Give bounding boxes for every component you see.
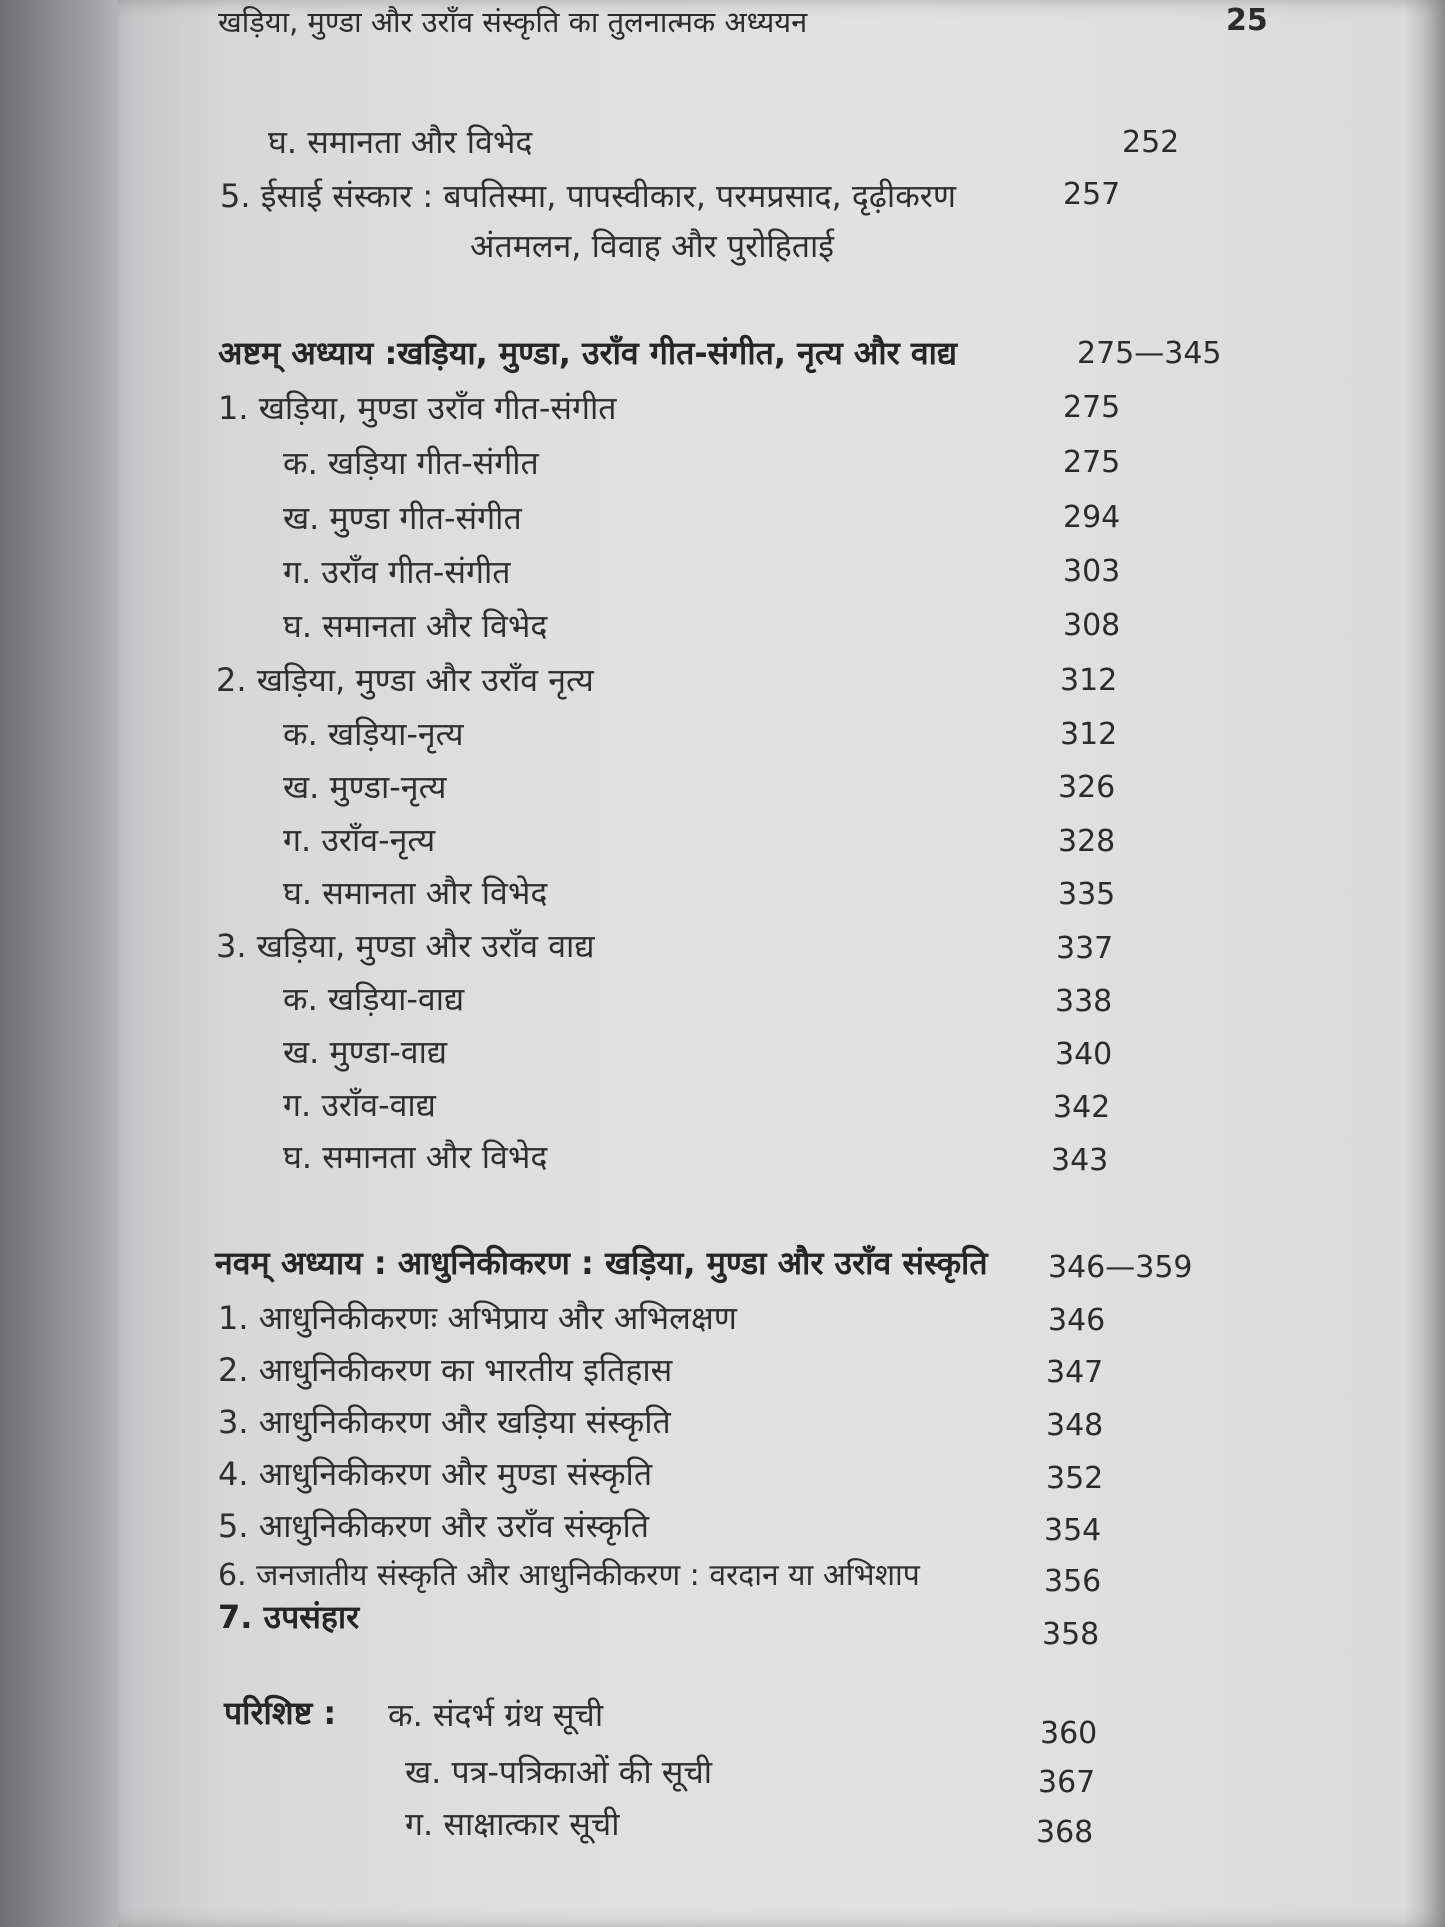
toc-entry-page: 275 bbox=[1063, 445, 1121, 480]
toc-entry-page: 346 bbox=[1048, 1303, 1106, 1338]
toc-entry-page: 294 bbox=[1063, 500, 1121, 535]
toc-entry-label: ग. उराँव-वाद्य bbox=[283, 1086, 436, 1124]
page-number: 25 bbox=[1226, 3, 1268, 38]
toc-entry-page: 343 bbox=[1051, 1143, 1109, 1178]
toc-entry-label: 2. खड़िया, मुण्डा और उराँव नृत्य bbox=[216, 661, 594, 699]
toc-entry-page: 338 bbox=[1055, 984, 1113, 1019]
toc-entry-page: 252 bbox=[1122, 125, 1180, 160]
toc-entry-page: 367 bbox=[1038, 1765, 1096, 1800]
toc-entry-page: 335 bbox=[1058, 877, 1116, 912]
toc-entry-label: 6. जनजातीय संस्कृति और आधुनिकीकरण : वरदान या अभिशाप bbox=[218, 1558, 920, 1593]
toc-entry-label: ख. मुण्डा गीत-संगीत bbox=[283, 499, 522, 537]
toc-entry-label: ख. मुण्डा-नृत्य bbox=[283, 768, 447, 806]
book-spine-shadow bbox=[0, 0, 125, 1927]
toc-entry-label: घ. समानता और विभेद bbox=[268, 123, 533, 161]
toc-entry-label: घ. समानता और विभेद bbox=[283, 1138, 548, 1176]
toc-entry-label: 5. आधुनिकीकरण और उराँव संस्कृति bbox=[218, 1507, 650, 1545]
toc-entry-label: 1. आधुनिकीकरणः अभिप्राय और अभिलक्षण bbox=[218, 1299, 737, 1337]
toc-entry-page: 368 bbox=[1036, 1815, 1094, 1850]
toc-entry-label: ग. उराँव गीत-संगीत bbox=[283, 553, 511, 591]
toc-entry-page: 340 bbox=[1055, 1037, 1113, 1072]
toc-entry-page: 257 bbox=[1063, 177, 1121, 212]
toc-entry-page: 342 bbox=[1053, 1090, 1111, 1125]
toc-entry-label: 2. आधुनिकीकरण का भारतीय इतिहास bbox=[218, 1351, 673, 1389]
toc-entry-label: क. खड़िया-वाद्य bbox=[283, 980, 465, 1018]
chapter-page-range: 275—345 bbox=[1077, 336, 1222, 371]
toc-entry-page: 352 bbox=[1046, 1461, 1104, 1496]
toc-entry-label: घ. समानता और विभेद bbox=[283, 874, 548, 912]
toc-entry-label: क. खड़िया-नृत्य bbox=[283, 715, 464, 753]
toc-entry-label: क. संदर्भ ग्रंथ सूची bbox=[388, 1696, 604, 1734]
toc-entry-page: 337 bbox=[1056, 931, 1114, 966]
toc-entry-label: 5. ईसाई संस्कार : बपतिस्मा, पापस्वीकार, परमप्रसाद, दृढ़ीकरण bbox=[220, 177, 956, 215]
running-title: खड़िया, मुण्डा और उराँव संस्कृति का तुलनात्मक अध्ययन bbox=[218, 5, 808, 39]
toc-entry-page: 347 bbox=[1046, 1355, 1104, 1390]
toc-entry-page: 328 bbox=[1058, 824, 1116, 859]
toc-entry-label: घ. समानता और विभेद bbox=[283, 607, 548, 645]
toc-entry-label: 1. खड़िया, मुण्डा उराँव गीत-संगीत bbox=[218, 389, 617, 427]
toc-entry-page: 354 bbox=[1044, 1513, 1102, 1548]
toc-entry-page: 356 bbox=[1044, 1564, 1102, 1599]
chapter-heading: नवम् अध्याय : आधुनिकीकरण : खड़िया, मुण्डा और उराँव संस्कृति bbox=[215, 1244, 988, 1282]
toc-entry-continuation: अंतमलन, विवाह और पुरोहिताई bbox=[470, 227, 835, 265]
toc-entry-page: 348 bbox=[1046, 1408, 1104, 1443]
chapter-heading: अष्टम् अध्याय :खड़िया, मुण्डा, उराँव गीत-संगीत, नृत्य और वाद्य bbox=[218, 334, 958, 372]
toc-entry-page: 308 bbox=[1063, 608, 1121, 643]
toc-entry-page: 275 bbox=[1063, 390, 1121, 425]
toc-entry-label: क. खड़िया गीत-संगीत bbox=[283, 444, 539, 482]
toc-entry-label: 4. आधुनिकीकरण और मुण्डा संस्कृति bbox=[218, 1455, 653, 1493]
toc-entry-page: 312 bbox=[1060, 663, 1118, 698]
chapter-page-range: 346—359 bbox=[1048, 1250, 1193, 1285]
toc-entry-page: 303 bbox=[1063, 554, 1121, 589]
page-edge-shadow bbox=[1405, 0, 1445, 1927]
appendix-heading: परिशिष्ट : bbox=[224, 1694, 337, 1732]
toc-entry-label: 7. उपसंहार bbox=[218, 1598, 360, 1636]
toc-entry-page: 326 bbox=[1058, 770, 1116, 805]
toc-entry-label: ख. मुण्डा-वाद्य bbox=[283, 1033, 448, 1071]
toc-entry-page: 360 bbox=[1040, 1716, 1098, 1751]
toc-entry-label: ग. उराँव-नृत्य bbox=[283, 821, 436, 859]
toc-entry-label: ख. पत्र-पत्रिकाओं की सूची bbox=[405, 1753, 713, 1791]
toc-entry-label: ग. साक्षात्कार सूची bbox=[405, 1805, 620, 1843]
toc-entry-page: 358 bbox=[1042, 1617, 1100, 1652]
toc-entry-page: 312 bbox=[1060, 717, 1118, 752]
toc-entry-label: 3. खड़िया, मुण्डा और उराँव वाद्य bbox=[216, 927, 595, 965]
toc-entry-label: 3. आधुनिकीकरण और खड़िया संस्कृति bbox=[218, 1403, 671, 1441]
